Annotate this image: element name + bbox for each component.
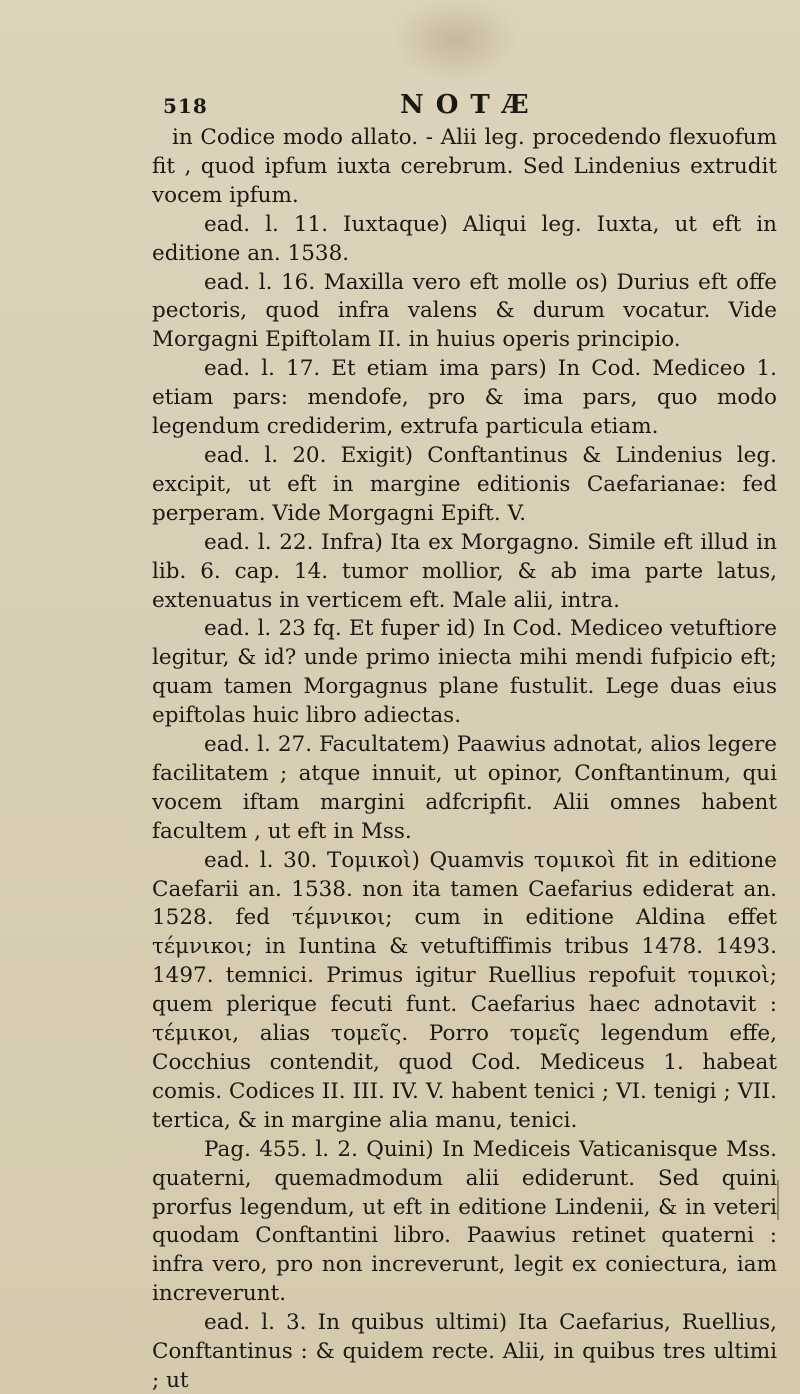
page-number: 518 — [163, 94, 208, 118]
note-paragraph: ead. l. 30. Τομικοὶ) Quamvis τομικοὶ fit in editione Caefarii an. 1538. non ita tamen Caefarius ediderat an. 1528. fed τέμνικοι; cum in editione Aldina effet τέμνικοι; in Iuntina & vetuftiffimis tribus 1478. 1493. 1497. temnici. Primus igitur Ruellius repofuit τομικοὶ; quem plerique fecuti funt. Caefarius haec adnotavit : τέμικοι, alias τομεῖς. Porro τομεῖς legendum effe, Cocchius contendit, quod Cod. Mediceus 1. habeat comis. Codices II. III. IV. V. habent tenici ; VI. tenigi ; VII. tertica, & in margine alia manu, tenici. — [152, 847, 777, 1133]
note-paragraph: ead. l. 3. In quibus ultimi) Ita Caefarius, Ruellius, Conftantinus : & quidem recte. Alii, in quibus tres ultimi ; ut — [152, 1310, 777, 1393]
ink-blot-stain — [395, 0, 515, 80]
note-paragraph: ead. l. 11. Iuxtaque) Aliqui leg. Iuxta, ut eft in editione an. 1538. — [152, 211, 777, 266]
note-paragraph: in Codice modo allato. - Alii leg. procedendo flexuofum fit , quod ipfum iuxta cerebrum. Sed Lindenius extrudit vocem ipfum. — [152, 125, 777, 208]
note-paragraph: ead. l. 20. Exigit) Conftantinus & Lindenius leg. excipit, ut eft in margine editionis Caefarianae: fed perperam. Vide Morgagni Epift. V. — [152, 442, 777, 526]
note-paragraph: ead. l. 17. Et etiam ima pars) In Cod. Mediceo 1. etiam pars: mendofe, pro & ima pars, quo modo legendum crediderim, extrufa particula etiam. — [152, 356, 777, 440]
note-paragraph: ead. l. 22. Infra) Ita ex Morgagno. Simile eft illud in lib. 6. cap. 14. tumor mollior, & ab ima parte latus, extenuatus in verticem eft. Male alii, intra. — [152, 529, 777, 613]
notes-body — [152, 124, 777, 1394]
margin-mark — [776, 1180, 796, 1240]
note-paragraph: ead. l. 23 fq. Et fuper id) In Cod. Mediceo vetuftiore legitur, & id? unde primo iniecta mihi mendi fufpicio eft; quam tamen Morgagnus plane fustulit. Lege duas eius epiftolas huic libro adiectas. — [152, 616, 777, 729]
note-paragraph: ead. l. 16. Maxilla vero eft molle os) Durius eft offe pectoris, quod infra valens & durum vocatur. Vide Morgagni Epiftolam II. in huius operis principio. — [152, 269, 777, 353]
margin-tick-icon — [776, 1180, 780, 1220]
note-paragraph: Pag. 455. l. 2. Quini) In Mediceis Vaticanisque Mss. quaterni, quemadmodum alii ediderunt. Sed quini prorfus legendum, ut eft in editione Lindenii, & in veteri quodam Conftantini libro. Paawius retinet quaterni : infra vero, pro non increverunt, legit ex coniectura, iam increverunt. — [152, 1136, 777, 1307]
section-title: NOTÆ — [400, 90, 541, 120]
note-paragraph: ead. l. 27. Facultatem) Paawius adnotat, alios legere facilitatem ; atque innuit, ut opinor, Conftantinum, qui vocem iftam margini adfcripfit. Alii omnes habent facultem , ut eft in Mss. — [152, 732, 777, 844]
